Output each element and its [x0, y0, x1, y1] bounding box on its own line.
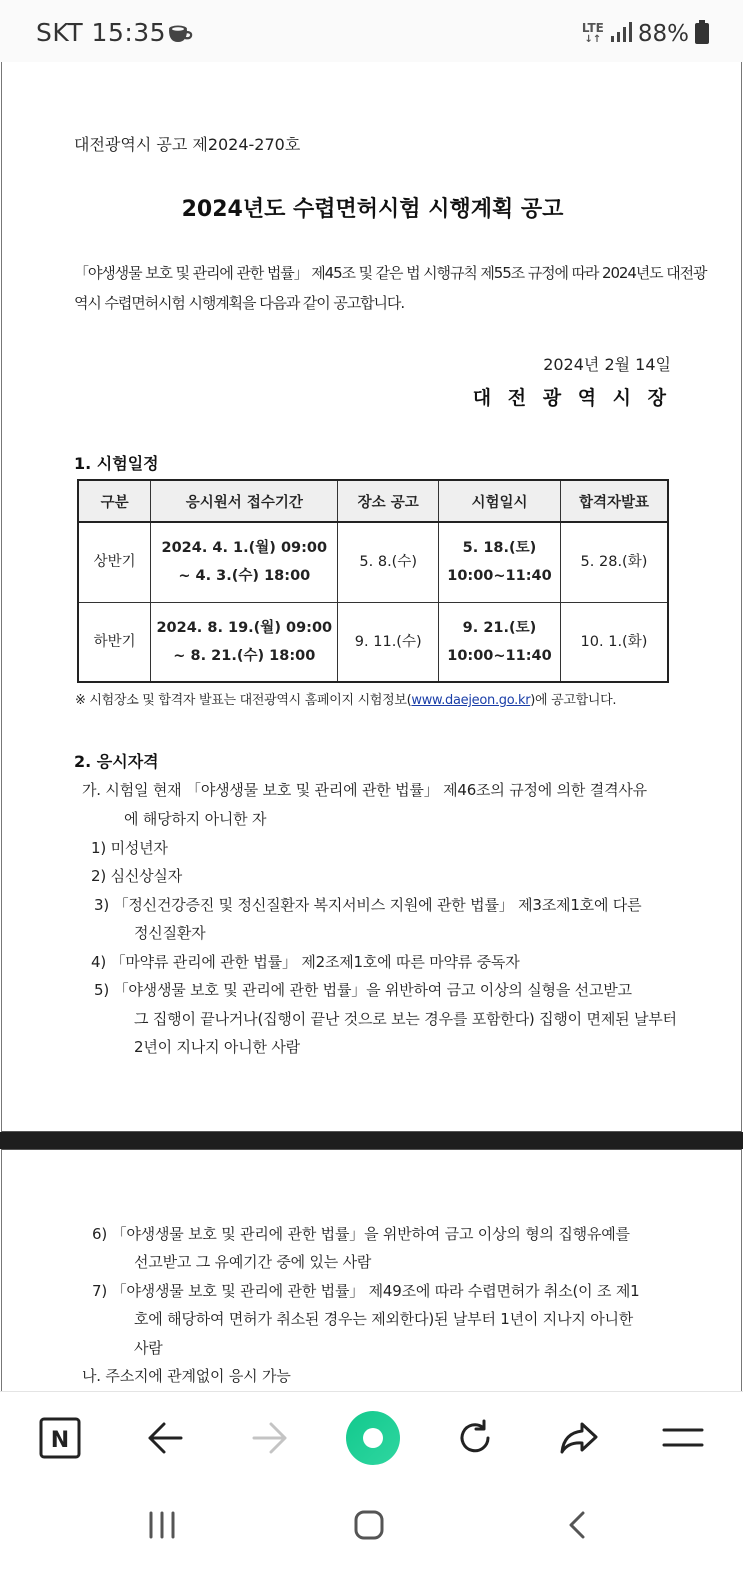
apply-period-end: ~ 4. 3.(수) 18:00 [178, 568, 311, 585]
section-2-title: 2. 응시자격 [74, 752, 159, 771]
carrier-time: SKT 15:35 [36, 18, 167, 47]
issuer-name: 대 전 광 역 시 장 [472, 387, 671, 409]
list-item: 7) 「야생생물 보호 및 관리에 관한 법률」 제49조에 따라 수렵면허가 취소(이 조 제1 [92, 1282, 640, 1300]
term-cell: 하반기 [78, 602, 151, 682]
table-header-row [78, 480, 668, 522]
apply-period-start: 2024. 8. 19.(월) 09:00 [156, 619, 333, 636]
home-icon[interactable] [344, 1503, 394, 1547]
naver-home-icon[interactable] [34, 1412, 86, 1464]
list-item-continuation: 정신질환자 [134, 924, 206, 942]
note-text-end: )에 공고합니다. [530, 693, 617, 708]
venue-notice-cell: 5. 8.(수) [338, 522, 439, 602]
table-header: 시험일시 [439, 480, 561, 522]
menu-icon[interactable] [657, 1412, 709, 1464]
lte-icon: LTE ↓↑ [581, 21, 604, 45]
exam-date: 5. 18.(토) [462, 540, 537, 557]
green-dot-icon[interactable] [344, 1409, 402, 1467]
document-viewer[interactable] [0, 62, 743, 1391]
battery-icon [695, 20, 709, 48]
table-row [78, 522, 668, 602]
list-item-continuation: 선고받고 그 유예기간 중에 있는 사람 [134, 1253, 372, 1271]
exam-time: 10:00~11:40 [447, 647, 552, 664]
browser-toolbar [0, 1391, 743, 1483]
exam-date: 9. 21.(토) [462, 619, 537, 636]
list-item-continuation: 그 집행이 끝나거나(집행이 끝난 것으로 보는 경우를 포함한다) 집행이 면제된 날부터 [134, 1010, 677, 1028]
table-header: 합격자발표 [560, 480, 668, 522]
daejeon-website-link[interactable]: www.daejeon.go.kr [411, 693, 531, 708]
apply-period-end: ~ 8. 21.(수) 18:00 [173, 647, 316, 664]
qualification-ga-line-2: 에 해당하지 아니한 자 [124, 810, 267, 828]
network-label: LTE [581, 21, 604, 35]
list-item: 4) 「마약류 관리에 관한 법률」 제2조제1호에 따른 마약류 중독자 [91, 953, 520, 971]
list-item: 1) 미성년자 [91, 839, 168, 857]
forward-arrow-icon[interactable] [244, 1412, 296, 1464]
exam-datetime-cell [439, 522, 561, 602]
section-1-title: 1. 시험일정 [74, 454, 159, 473]
result-date-cell: 10. 1.(화) [560, 602, 668, 682]
notice-date: 2024년 2월 14일 [543, 355, 671, 374]
recent-apps-icon[interactable] [137, 1503, 187, 1547]
list-item: 2) 심신상실자 [91, 867, 183, 885]
list-item: 6) 「야생생물 보호 및 관리에 관한 법률」을 위반하여 금고 이상의 형의 집행유예를 [92, 1225, 630, 1243]
table-header: 장소 공고 [338, 480, 439, 522]
exam-datetime-cell [439, 602, 561, 682]
list-item-continuation: 호에 해당하여 면허가 취소된 경우는 제외한다)된 날부터 1년이 지나지 아니한 [134, 1310, 634, 1328]
qualification-ga-line-1: 가. 시험일 현재 「야생생물 보호 및 관리에 관한 법률」 제46조의 규정에 의한 결격사유 [82, 781, 647, 799]
back-icon[interactable] [552, 1503, 602, 1547]
list-item-continuation: 사람 [134, 1339, 163, 1357]
list-item: 3) 「정신건강증진 및 정신질환자 복지서비스 지원에 관한 법률」 제3조제1호에 다른 [94, 896, 642, 914]
term-cell: 상반기 [78, 522, 151, 602]
page-separator [0, 1132, 743, 1149]
signal-icon [610, 21, 632, 47]
system-navigation-bar [0, 1483, 743, 1569]
intro-text-line-1: 「야생생물 보호 및 관리에 관한 법률」 제45조 및 같은 법 시행규칙 제55조 규정에 따라 2024년도 대전광 [74, 264, 707, 282]
battery-percent: 88% [637, 21, 689, 47]
apply-period-cell [151, 602, 338, 682]
result-date-cell: 5. 28.(화) [560, 522, 668, 602]
table-header: 구분 [78, 480, 151, 522]
naver-label: N [50, 1428, 70, 1453]
back-arrow-icon[interactable] [139, 1412, 191, 1464]
qualification-na-line: 나. 주소지에 관계없이 응시 가능 [82, 1367, 291, 1385]
notice-number: 대전광역시 공고 제2024-270호 [74, 135, 301, 154]
coffee-cup-icon [166, 20, 194, 52]
document-title: 2024년도 수렵면허시험 시행계획 공고 [181, 197, 564, 222]
document-page-1 [1, 62, 742, 1132]
status-bar [0, 0, 743, 62]
intro-text-line-2: 역시 수렵면허시험 시행계획을 다음과 같이 공고합니다. [74, 294, 404, 312]
note-text: ※ 시험장소 및 합격자 발표는 대전광역시 홈페이지 시험정보( [75, 693, 412, 708]
apply-period-cell [151, 522, 338, 602]
table-header: 응시원서 접수기간 [151, 480, 338, 522]
document-page-2 [1, 1149, 742, 1391]
refresh-icon[interactable] [449, 1412, 501, 1464]
table-row [78, 602, 668, 682]
list-item: 5) 「야생생물 보호 및 관리에 관한 법률」을 위반하여 금고 이상의 실형을 선고받고 [94, 981, 632, 999]
exam-time: 10:00~11:40 [447, 568, 552, 585]
status-indicators [582, 19, 709, 49]
schedule-note [75, 689, 616, 708]
apply-period-start: 2024. 4. 1.(월) 09:00 [161, 540, 328, 557]
share-icon[interactable] [553, 1412, 605, 1464]
exam-schedule-table [77, 479, 669, 683]
list-item-continuation: 2년이 지나지 아니한 사람 [134, 1038, 300, 1056]
venue-notice-cell: 9. 11.(수) [338, 602, 439, 682]
